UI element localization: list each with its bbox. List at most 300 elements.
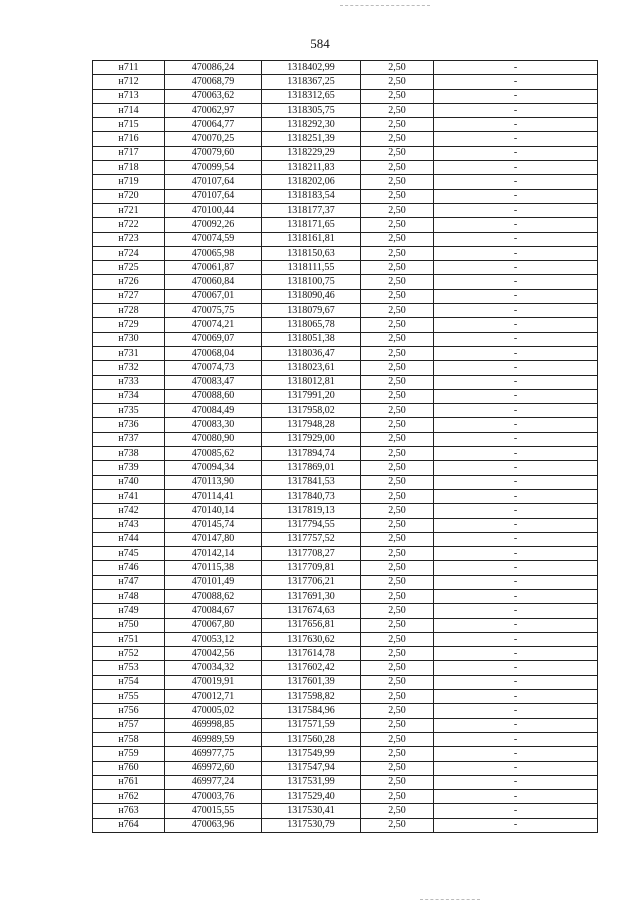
- table-row: [93, 232, 598, 246]
- x-coordinate-cell: 470061,87: [165, 261, 262, 275]
- point-id-cell: н760: [93, 761, 165, 775]
- y-coordinate-cell: 1317601,39: [262, 675, 361, 689]
- accuracy-cell: 2,50: [361, 289, 434, 303]
- table-row: [93, 575, 598, 589]
- table-row: [93, 332, 598, 346]
- point-id-cell: н745: [93, 547, 165, 561]
- point-id-cell: н722: [93, 218, 165, 232]
- accuracy-cell: 2,50: [361, 647, 434, 661]
- table-row: [93, 704, 598, 718]
- x-coordinate-cell: 470113,90: [165, 475, 262, 489]
- accuracy-cell: 2,50: [361, 318, 434, 332]
- point-id-cell: н731: [93, 346, 165, 360]
- accuracy-cell: 2,50: [361, 732, 434, 746]
- x-coordinate-cell: 470079,60: [165, 146, 262, 160]
- table-row: [93, 589, 598, 603]
- description-cell: -: [434, 504, 598, 518]
- description-cell: -: [434, 189, 598, 203]
- accuracy-cell: 2,50: [361, 418, 434, 432]
- x-coordinate-cell: 470005,02: [165, 704, 262, 718]
- y-coordinate-cell: 1318183,54: [262, 189, 361, 203]
- x-coordinate-cell: 470075,75: [165, 304, 262, 318]
- point-id-cell: н735: [93, 404, 165, 418]
- table-row: [93, 261, 598, 275]
- table-row: [93, 175, 598, 189]
- y-coordinate-cell: 1318292,30: [262, 118, 361, 132]
- description-cell: -: [434, 289, 598, 303]
- y-coordinate-cell: 1317840,73: [262, 489, 361, 503]
- x-coordinate-cell: 470063,62: [165, 89, 262, 103]
- description-cell: -: [434, 375, 598, 389]
- x-coordinate-cell: 470074,73: [165, 361, 262, 375]
- description-cell: -: [434, 489, 598, 503]
- point-id-cell: н740: [93, 475, 165, 489]
- x-coordinate-cell: 470085,62: [165, 447, 262, 461]
- accuracy-cell: 2,50: [361, 818, 434, 832]
- description-cell: -: [434, 318, 598, 332]
- description-cell: -: [434, 804, 598, 818]
- accuracy-cell: 2,50: [361, 761, 434, 775]
- point-id-cell: н747: [93, 575, 165, 589]
- y-coordinate-cell: 1317560,28: [262, 732, 361, 746]
- table-row: [93, 690, 598, 704]
- table-row: [93, 675, 598, 689]
- accuracy-cell: 2,50: [361, 447, 434, 461]
- description-cell: -: [434, 75, 598, 89]
- x-coordinate-cell: 470069,07: [165, 332, 262, 346]
- description-cell: -: [434, 175, 598, 189]
- accuracy-cell: 2,50: [361, 261, 434, 275]
- accuracy-cell: 2,50: [361, 203, 434, 217]
- accuracy-cell: 2,50: [361, 332, 434, 346]
- point-id-cell: н743: [93, 518, 165, 532]
- point-id-cell: н749: [93, 604, 165, 618]
- table-row: [93, 489, 598, 503]
- table-row: [93, 504, 598, 518]
- table-row: [93, 132, 598, 146]
- point-id-cell: н758: [93, 732, 165, 746]
- accuracy-cell: 2,50: [361, 375, 434, 389]
- page-number: 584: [310, 36, 330, 51]
- description-cell: -: [434, 346, 598, 360]
- table-row: [93, 118, 598, 132]
- description-cell: -: [434, 547, 598, 561]
- y-coordinate-cell: 1318305,75: [262, 103, 361, 117]
- table-row: [93, 775, 598, 789]
- x-coordinate-cell: 469977,24: [165, 775, 262, 789]
- x-coordinate-cell: 470053,12: [165, 632, 262, 646]
- y-coordinate-cell: 1317958,02: [262, 404, 361, 418]
- x-coordinate-cell: 470003,76: [165, 790, 262, 804]
- table-row: [93, 618, 598, 632]
- description-cell: -: [434, 704, 598, 718]
- description-cell: -: [434, 432, 598, 446]
- description-cell: -: [434, 790, 598, 804]
- description-cell: -: [434, 418, 598, 432]
- x-coordinate-cell: 470088,60: [165, 389, 262, 403]
- y-coordinate-cell: 1317706,21: [262, 575, 361, 589]
- x-coordinate-cell: 470067,01: [165, 289, 262, 303]
- point-id-cell: н718: [93, 161, 165, 175]
- description-cell: -: [434, 632, 598, 646]
- table-row: [93, 747, 598, 761]
- point-id-cell: н741: [93, 489, 165, 503]
- x-coordinate-cell: 470062,97: [165, 103, 262, 117]
- description-cell: -: [434, 447, 598, 461]
- point-id-cell: н715: [93, 118, 165, 132]
- accuracy-cell: 2,50: [361, 618, 434, 632]
- accuracy-cell: 2,50: [361, 118, 434, 132]
- x-coordinate-cell: 469972,60: [165, 761, 262, 775]
- table-row: [93, 461, 598, 475]
- description-cell: -: [434, 732, 598, 746]
- accuracy-cell: 2,50: [361, 632, 434, 646]
- point-id-cell: н720: [93, 189, 165, 203]
- point-id-cell: н736: [93, 418, 165, 432]
- point-id-cell: н748: [93, 589, 165, 603]
- table-row: [93, 304, 598, 318]
- x-coordinate-cell: 470086,24: [165, 61, 262, 75]
- x-coordinate-cell: 470064,77: [165, 118, 262, 132]
- description-cell: -: [434, 103, 598, 117]
- accuracy-cell: 2,50: [361, 346, 434, 360]
- accuracy-cell: 2,50: [361, 704, 434, 718]
- x-coordinate-cell: 470019,91: [165, 675, 262, 689]
- y-coordinate-cell: 1318079,67: [262, 304, 361, 318]
- description-cell: -: [434, 203, 598, 217]
- table-row: [93, 389, 598, 403]
- point-id-cell: н762: [93, 790, 165, 804]
- coordinates-table: [92, 60, 598, 833]
- table-row: [93, 418, 598, 432]
- description-cell: -: [434, 218, 598, 232]
- x-coordinate-cell: 469998,85: [165, 718, 262, 732]
- accuracy-cell: 2,50: [361, 75, 434, 89]
- x-coordinate-cell: 470094,34: [165, 461, 262, 475]
- table-row: [93, 89, 598, 103]
- table-row: [93, 432, 598, 446]
- y-coordinate-cell: 1318177,37: [262, 203, 361, 217]
- x-coordinate-cell: 470083,47: [165, 375, 262, 389]
- table-row: [93, 289, 598, 303]
- y-coordinate-cell: 1318229,29: [262, 146, 361, 160]
- y-coordinate-cell: 1318090,46: [262, 289, 361, 303]
- point-id-cell: н763: [93, 804, 165, 818]
- y-coordinate-cell: 1318251,39: [262, 132, 361, 146]
- point-id-cell: н752: [93, 647, 165, 661]
- x-coordinate-cell: 470042,56: [165, 647, 262, 661]
- y-coordinate-cell: 1317794,55: [262, 518, 361, 532]
- x-coordinate-cell: 470140,14: [165, 504, 262, 518]
- accuracy-cell: 2,50: [361, 89, 434, 103]
- x-coordinate-cell: 470012,71: [165, 690, 262, 704]
- table-row: [93, 346, 598, 360]
- x-coordinate-cell: 470107,64: [165, 189, 262, 203]
- point-id-cell: н726: [93, 275, 165, 289]
- table-row: [93, 475, 598, 489]
- y-coordinate-cell: 1318036,47: [262, 346, 361, 360]
- point-id-cell: н755: [93, 690, 165, 704]
- accuracy-cell: 2,50: [361, 175, 434, 189]
- y-coordinate-cell: 1318161,81: [262, 232, 361, 246]
- point-id-cell: н729: [93, 318, 165, 332]
- x-coordinate-cell: 470084,49: [165, 404, 262, 418]
- y-coordinate-cell: 1318065,78: [262, 318, 361, 332]
- point-id-cell: н733: [93, 375, 165, 389]
- accuracy-cell: 2,50: [361, 61, 434, 75]
- point-id-cell: н714: [93, 103, 165, 117]
- point-id-cell: н728: [93, 304, 165, 318]
- description-cell: -: [434, 818, 598, 832]
- y-coordinate-cell: 1317614,78: [262, 647, 361, 661]
- accuracy-cell: 2,50: [361, 218, 434, 232]
- accuracy-cell: 2,50: [361, 675, 434, 689]
- table-row: [93, 732, 598, 746]
- x-coordinate-cell: 470115,38: [165, 561, 262, 575]
- y-coordinate-cell: 1317691,30: [262, 589, 361, 603]
- x-coordinate-cell: 469977,75: [165, 747, 262, 761]
- description-cell: -: [434, 275, 598, 289]
- point-id-cell: н753: [93, 661, 165, 675]
- x-coordinate-cell: 470080,90: [165, 432, 262, 446]
- accuracy-cell: 2,50: [361, 461, 434, 475]
- description-cell: -: [434, 161, 598, 175]
- table-row: [93, 146, 598, 160]
- description-cell: -: [434, 146, 598, 160]
- x-coordinate-cell: 470068,04: [165, 346, 262, 360]
- x-coordinate-cell: 470070,25: [165, 132, 262, 146]
- table-row: [93, 718, 598, 732]
- x-coordinate-cell: 470015,55: [165, 804, 262, 818]
- x-coordinate-cell: 470034,32: [165, 661, 262, 675]
- table-row: [93, 661, 598, 675]
- y-coordinate-cell: 1317584,96: [262, 704, 361, 718]
- accuracy-cell: 2,50: [361, 547, 434, 561]
- accuracy-cell: 2,50: [361, 504, 434, 518]
- table-row: [93, 790, 598, 804]
- y-coordinate-cell: 1317841,53: [262, 475, 361, 489]
- accuracy-cell: 2,50: [361, 232, 434, 246]
- point-id-cell: н737: [93, 432, 165, 446]
- point-id-cell: н742: [93, 504, 165, 518]
- table-row: [93, 804, 598, 818]
- description-cell: -: [434, 132, 598, 146]
- x-coordinate-cell: 470107,64: [165, 175, 262, 189]
- description-cell: -: [434, 775, 598, 789]
- x-coordinate-cell: 470088,62: [165, 589, 262, 603]
- point-id-cell: н764: [93, 818, 165, 832]
- y-coordinate-cell: 1317656,81: [262, 618, 361, 632]
- y-coordinate-cell: 1317547,94: [262, 761, 361, 775]
- table-row: [93, 218, 598, 232]
- point-id-cell: н746: [93, 561, 165, 575]
- y-coordinate-cell: 1317948,28: [262, 418, 361, 432]
- x-coordinate-cell: 470145,74: [165, 518, 262, 532]
- y-coordinate-cell: 1317674,63: [262, 604, 361, 618]
- scan-edge-mark-bottom: [420, 899, 480, 900]
- table-row: [93, 518, 598, 532]
- description-cell: -: [434, 332, 598, 346]
- point-id-cell: н712: [93, 75, 165, 89]
- point-id-cell: н716: [93, 132, 165, 146]
- point-id-cell: н732: [93, 361, 165, 375]
- point-id-cell: н759: [93, 747, 165, 761]
- x-coordinate-cell: 470084,67: [165, 604, 262, 618]
- table-row: [93, 818, 598, 832]
- accuracy-cell: 2,50: [361, 432, 434, 446]
- table-row: [93, 189, 598, 203]
- description-cell: -: [434, 475, 598, 489]
- table-row: [93, 318, 598, 332]
- table-row: [93, 547, 598, 561]
- accuracy-cell: 2,50: [361, 189, 434, 203]
- x-coordinate-cell: 470083,30: [165, 418, 262, 432]
- description-cell: -: [434, 304, 598, 318]
- table-body: [93, 61, 598, 833]
- x-coordinate-cell: 470101,49: [165, 575, 262, 589]
- point-id-cell: н750: [93, 618, 165, 632]
- description-cell: -: [434, 389, 598, 403]
- accuracy-cell: 2,50: [361, 790, 434, 804]
- x-coordinate-cell: 470063,96: [165, 818, 262, 832]
- accuracy-cell: 2,50: [361, 475, 434, 489]
- accuracy-cell: 2,50: [361, 561, 434, 575]
- point-id-cell: н711: [93, 61, 165, 75]
- accuracy-cell: 2,50: [361, 361, 434, 375]
- description-cell: -: [434, 747, 598, 761]
- point-id-cell: н725: [93, 261, 165, 275]
- table-row: [93, 203, 598, 217]
- description-cell: -: [434, 647, 598, 661]
- table-row: [93, 404, 598, 418]
- accuracy-cell: 2,50: [361, 690, 434, 704]
- table-row: [93, 361, 598, 375]
- table-row: [93, 447, 598, 461]
- y-coordinate-cell: 1317894,74: [262, 447, 361, 461]
- y-coordinate-cell: 1317602,42: [262, 661, 361, 675]
- y-coordinate-cell: 1317708,27: [262, 547, 361, 561]
- point-id-cell: н724: [93, 246, 165, 260]
- point-id-cell: н723: [93, 232, 165, 246]
- x-coordinate-cell: 470060,84: [165, 275, 262, 289]
- accuracy-cell: 2,50: [361, 389, 434, 403]
- point-id-cell: н739: [93, 461, 165, 475]
- y-coordinate-cell: 1317571,59: [262, 718, 361, 732]
- description-cell: -: [434, 361, 598, 375]
- point-id-cell: н730: [93, 332, 165, 346]
- point-id-cell: н751: [93, 632, 165, 646]
- y-coordinate-cell: 1317530,41: [262, 804, 361, 818]
- accuracy-cell: 2,50: [361, 804, 434, 818]
- x-coordinate-cell: 470147,80: [165, 532, 262, 546]
- description-cell: -: [434, 532, 598, 546]
- accuracy-cell: 2,50: [361, 404, 434, 418]
- y-coordinate-cell: 1318402,99: [262, 61, 361, 75]
- y-coordinate-cell: 1317549,99: [262, 747, 361, 761]
- description-cell: -: [434, 261, 598, 275]
- point-id-cell: н727: [93, 289, 165, 303]
- x-coordinate-cell: 470074,59: [165, 232, 262, 246]
- description-cell: -: [434, 575, 598, 589]
- point-id-cell: н738: [93, 447, 165, 461]
- accuracy-cell: 2,50: [361, 132, 434, 146]
- table-row: [93, 561, 598, 575]
- accuracy-cell: 2,50: [361, 103, 434, 117]
- y-coordinate-cell: 1317709,81: [262, 561, 361, 575]
- y-coordinate-cell: 1317869,01: [262, 461, 361, 475]
- table-row: [93, 103, 598, 117]
- y-coordinate-cell: 1318171,65: [262, 218, 361, 232]
- point-id-cell: н761: [93, 775, 165, 789]
- table-row: [93, 761, 598, 775]
- description-cell: -: [434, 690, 598, 704]
- description-cell: -: [434, 761, 598, 775]
- x-coordinate-cell: 470142,14: [165, 547, 262, 561]
- scan-edge-mark-top: [340, 5, 430, 6]
- x-coordinate-cell: 470092,26: [165, 218, 262, 232]
- accuracy-cell: 2,50: [361, 146, 434, 160]
- description-cell: -: [434, 561, 598, 575]
- point-id-cell: н717: [93, 146, 165, 160]
- point-id-cell: н756: [93, 704, 165, 718]
- x-coordinate-cell: 470068,79: [165, 75, 262, 89]
- table-row: [93, 275, 598, 289]
- x-coordinate-cell: 470114,41: [165, 489, 262, 503]
- accuracy-cell: 2,50: [361, 661, 434, 675]
- point-id-cell: н719: [93, 175, 165, 189]
- y-coordinate-cell: 1317819,13: [262, 504, 361, 518]
- description-cell: -: [434, 604, 598, 618]
- point-id-cell: н744: [93, 532, 165, 546]
- x-coordinate-cell: 470065,98: [165, 246, 262, 260]
- table-row: [93, 632, 598, 646]
- description-cell: -: [434, 61, 598, 75]
- y-coordinate-cell: 1318023,61: [262, 361, 361, 375]
- table-row: [93, 61, 598, 75]
- table-row: [93, 161, 598, 175]
- y-coordinate-cell: 1317630,62: [262, 632, 361, 646]
- accuracy-cell: 2,50: [361, 161, 434, 175]
- accuracy-cell: 2,50: [361, 589, 434, 603]
- y-coordinate-cell: 1317598,82: [262, 690, 361, 704]
- accuracy-cell: 2,50: [361, 575, 434, 589]
- accuracy-cell: 2,50: [361, 304, 434, 318]
- y-coordinate-cell: 1317757,52: [262, 532, 361, 546]
- accuracy-cell: 2,50: [361, 532, 434, 546]
- table-row: [93, 375, 598, 389]
- y-coordinate-cell: 1318012,81: [262, 375, 361, 389]
- table-row: [93, 647, 598, 661]
- y-coordinate-cell: 1318312,65: [262, 89, 361, 103]
- y-coordinate-cell: 1318202,06: [262, 175, 361, 189]
- y-coordinate-cell: 1317531,99: [262, 775, 361, 789]
- table-row: [93, 246, 598, 260]
- x-coordinate-cell: 470074,21: [165, 318, 262, 332]
- description-cell: -: [434, 246, 598, 260]
- y-coordinate-cell: 1317530,79: [262, 818, 361, 832]
- y-coordinate-cell: 1318150,63: [262, 246, 361, 260]
- accuracy-cell: 2,50: [361, 275, 434, 289]
- y-coordinate-cell: 1317991,20: [262, 389, 361, 403]
- accuracy-cell: 2,50: [361, 489, 434, 503]
- y-coordinate-cell: 1317929,00: [262, 432, 361, 446]
- description-cell: -: [434, 518, 598, 532]
- accuracy-cell: 2,50: [361, 775, 434, 789]
- description-cell: -: [434, 89, 598, 103]
- description-cell: -: [434, 675, 598, 689]
- point-id-cell: н721: [93, 203, 165, 217]
- description-cell: -: [434, 589, 598, 603]
